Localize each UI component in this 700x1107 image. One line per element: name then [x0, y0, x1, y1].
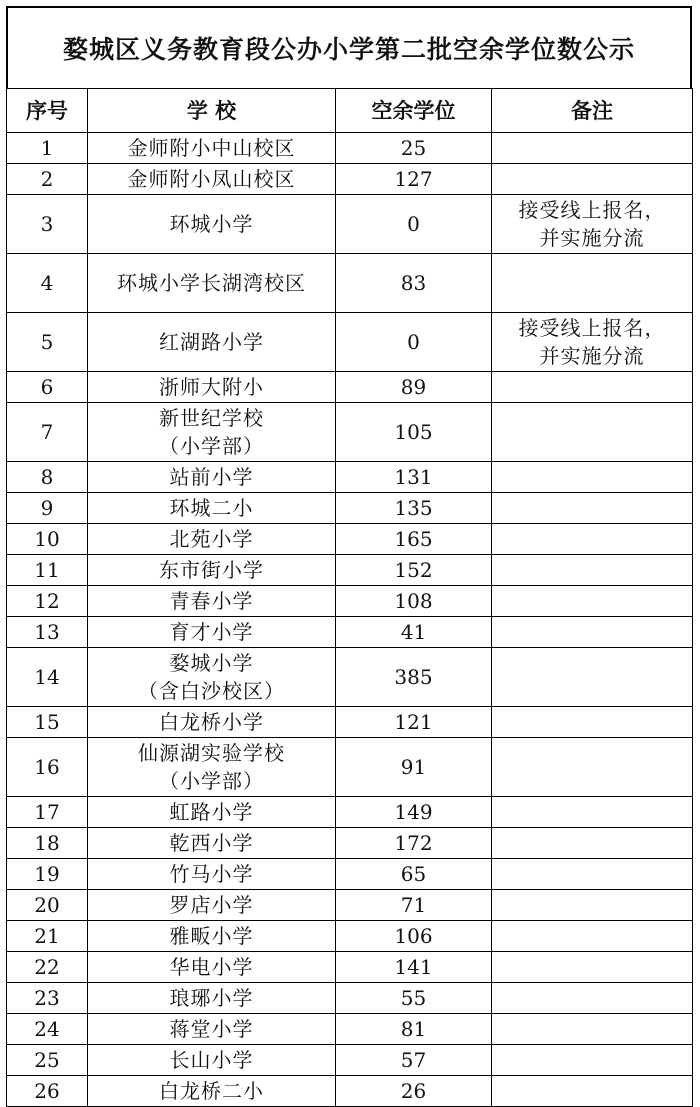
row-number: 19 — [7, 859, 88, 890]
school-name-line: （小学部） — [159, 434, 264, 458]
remark-line: 接受线上报名， — [518, 316, 666, 340]
table-row — [7, 859, 693, 890]
remark — [492, 195, 693, 254]
school-name-line: 婺城小学 — [169, 651, 254, 675]
school-name-line: 金师附小中山校区 — [127, 136, 296, 160]
school-name-line: 环城小学 — [169, 212, 254, 236]
remark — [492, 890, 693, 921]
school-name — [88, 797, 336, 828]
school-name — [88, 195, 336, 254]
table-row — [7, 648, 693, 707]
vacant-seats: 26 — [336, 1076, 492, 1107]
remark-line: 并实施分流 — [539, 226, 645, 250]
vacant-seats: 0 — [336, 313, 492, 372]
school-name-line: 华电小学 — [169, 955, 254, 979]
remark — [492, 555, 693, 586]
school-name — [88, 164, 336, 195]
row-number: 8 — [7, 462, 88, 493]
school-name — [88, 859, 336, 890]
row-number: 23 — [7, 983, 88, 1014]
school-name-line: 琅琊小学 — [169, 986, 254, 1010]
remark-line: 接受线上报名， — [518, 198, 666, 222]
school-name-line: 虹路小学 — [169, 800, 254, 824]
remark — [492, 254, 693, 313]
school-name — [88, 890, 336, 921]
row-number: 2 — [7, 164, 88, 195]
remark — [492, 1045, 693, 1076]
vacant-seats: 108 — [336, 586, 492, 617]
row-number: 3 — [7, 195, 88, 254]
row-number: 15 — [7, 707, 88, 738]
school-name-line: （小学部） — [159, 769, 264, 793]
school-name — [88, 1076, 336, 1107]
vacant-seats: 135 — [336, 493, 492, 524]
row-number: 13 — [7, 617, 88, 648]
table-row — [7, 1076, 693, 1107]
remark — [492, 921, 693, 952]
vacant-seats: 83 — [336, 254, 492, 313]
remark — [492, 617, 693, 648]
row-number: 26 — [7, 1076, 88, 1107]
remark — [492, 493, 693, 524]
row-number: 22 — [7, 952, 88, 983]
vacant-seats: 81 — [336, 1014, 492, 1045]
vacant-seats: 127 — [336, 164, 492, 195]
remark — [492, 859, 693, 890]
header-remark: 备注 — [492, 89, 693, 133]
school-name — [88, 1045, 336, 1076]
vacant-seats: 0 — [336, 195, 492, 254]
school-name — [88, 493, 336, 524]
table-row — [7, 164, 693, 195]
row-number: 11 — [7, 555, 88, 586]
row-number: 1 — [7, 133, 88, 164]
remark — [492, 952, 693, 983]
table-row — [7, 1045, 693, 1076]
table-row — [7, 707, 693, 738]
remark — [492, 1014, 693, 1045]
page-title: 婺城区义务教育段公办小学第二批空余学位数公示 — [6, 6, 692, 88]
school-name-line: 乾西小学 — [169, 831, 254, 855]
row-number: 4 — [7, 254, 88, 313]
table-row — [7, 797, 693, 828]
table-row — [7, 254, 693, 313]
table-row — [7, 524, 693, 555]
school-name — [88, 133, 336, 164]
school-name — [88, 1014, 336, 1045]
remark — [492, 462, 693, 493]
school-name — [88, 617, 336, 648]
school-name-line: 浙师大附小 — [159, 375, 264, 399]
vacant-seats: 41 — [336, 617, 492, 648]
table-row — [7, 555, 693, 586]
school-name-line: 蒋堂小学 — [169, 1017, 254, 1041]
school-name-line: 育才小学 — [169, 620, 254, 644]
table-row — [7, 1014, 693, 1045]
vacant-seats: 165 — [336, 524, 492, 555]
row-number: 18 — [7, 828, 88, 859]
vacant-seats: 172 — [336, 828, 492, 859]
vacant-seats: 65 — [336, 859, 492, 890]
notice-sheet — [6, 6, 692, 1107]
school-name — [88, 462, 336, 493]
school-name-line: 长山小学 — [169, 1048, 254, 1072]
header-no: 序号 — [7, 89, 88, 133]
school-name-line: 东市街小学 — [159, 558, 264, 582]
row-number: 14 — [7, 648, 88, 707]
vacant-seats: 89 — [336, 372, 492, 403]
school-name-line: 环城二小 — [169, 496, 254, 520]
table-row — [7, 890, 693, 921]
remark — [492, 372, 693, 403]
row-number: 6 — [7, 372, 88, 403]
school-name-line: 金师附小凤山校区 — [127, 167, 296, 191]
vacant-seats: 121 — [336, 707, 492, 738]
remark — [492, 164, 693, 195]
school-name-line: 青春小学 — [169, 589, 254, 613]
vacant-seats: 105 — [336, 403, 492, 462]
table-body — [7, 133, 693, 1107]
vacant-seats: 55 — [336, 983, 492, 1014]
row-number: 20 — [7, 890, 88, 921]
row-number: 16 — [7, 738, 88, 797]
school-name — [88, 555, 336, 586]
school-name-line: 罗店小学 — [169, 893, 254, 917]
vacant-seats: 149 — [336, 797, 492, 828]
vacancy-table — [6, 88, 693, 1107]
remark — [492, 313, 693, 372]
remark-line: 并实施分流 — [539, 344, 645, 368]
table-row — [7, 952, 693, 983]
header-school: 学 校 — [88, 89, 336, 133]
school-name — [88, 313, 336, 372]
remark — [492, 1076, 693, 1107]
vacant-seats: 57 — [336, 1045, 492, 1076]
school-name-line: 站前小学 — [169, 465, 254, 489]
row-number: 12 — [7, 586, 88, 617]
remark — [492, 524, 693, 555]
table-row — [7, 372, 693, 403]
row-number: 24 — [7, 1014, 88, 1045]
table-row — [7, 586, 693, 617]
table-header-row — [7, 89, 693, 133]
remark — [492, 707, 693, 738]
table-row — [7, 617, 693, 648]
school-name — [88, 738, 336, 797]
school-name — [88, 707, 336, 738]
school-name — [88, 828, 336, 859]
row-number: 25 — [7, 1045, 88, 1076]
school-name-line: 环城小学长湖湾校区 — [117, 271, 306, 295]
row-number: 9 — [7, 493, 88, 524]
row-number: 17 — [7, 797, 88, 828]
remark — [492, 983, 693, 1014]
school-name — [88, 952, 336, 983]
header-seats: 空余学位 — [336, 89, 492, 133]
row-number: 21 — [7, 921, 88, 952]
school-name — [88, 254, 336, 313]
school-name-line: 白龙桥二小 — [159, 1079, 264, 1103]
school-name — [88, 586, 336, 617]
vacant-seats: 152 — [336, 555, 492, 586]
vacant-seats: 71 — [336, 890, 492, 921]
school-name-line: 新世纪学校 — [159, 406, 264, 430]
vacant-seats: 106 — [336, 921, 492, 952]
school-name-line: 北苑小学 — [169, 527, 254, 551]
school-name — [88, 983, 336, 1014]
school-name — [88, 921, 336, 952]
row-number: 7 — [7, 403, 88, 462]
school-name-line: 竹马小学 — [169, 862, 254, 886]
table-row — [7, 462, 693, 493]
vacant-seats: 141 — [336, 952, 492, 983]
remark — [492, 828, 693, 859]
school-name — [88, 524, 336, 555]
table-row — [7, 403, 693, 462]
table-row — [7, 195, 693, 254]
vacant-seats: 25 — [336, 133, 492, 164]
remark — [492, 586, 693, 617]
school-name — [88, 648, 336, 707]
row-number: 5 — [7, 313, 88, 372]
remark — [492, 797, 693, 828]
table-row — [7, 921, 693, 952]
school-name-line: 白龙桥小学 — [159, 710, 264, 734]
table-row — [7, 828, 693, 859]
vacant-seats: 385 — [336, 648, 492, 707]
school-name — [88, 372, 336, 403]
table-row — [7, 133, 693, 164]
school-name-line: 红湖路小学 — [159, 330, 264, 354]
school-name-line: 雅畈小学 — [169, 924, 254, 948]
remark — [492, 738, 693, 797]
remark — [492, 133, 693, 164]
table-row — [7, 738, 693, 797]
table-row — [7, 983, 693, 1014]
remark — [492, 403, 693, 462]
vacant-seats: 131 — [336, 462, 492, 493]
vacant-seats: 91 — [336, 738, 492, 797]
school-name-line: （含白沙校区） — [138, 679, 285, 703]
school-name-line: 仙源湖实验学校 — [138, 741, 285, 765]
row-number: 10 — [7, 524, 88, 555]
remark — [492, 648, 693, 707]
table-row — [7, 313, 693, 372]
table-row — [7, 493, 693, 524]
school-name — [88, 403, 336, 462]
